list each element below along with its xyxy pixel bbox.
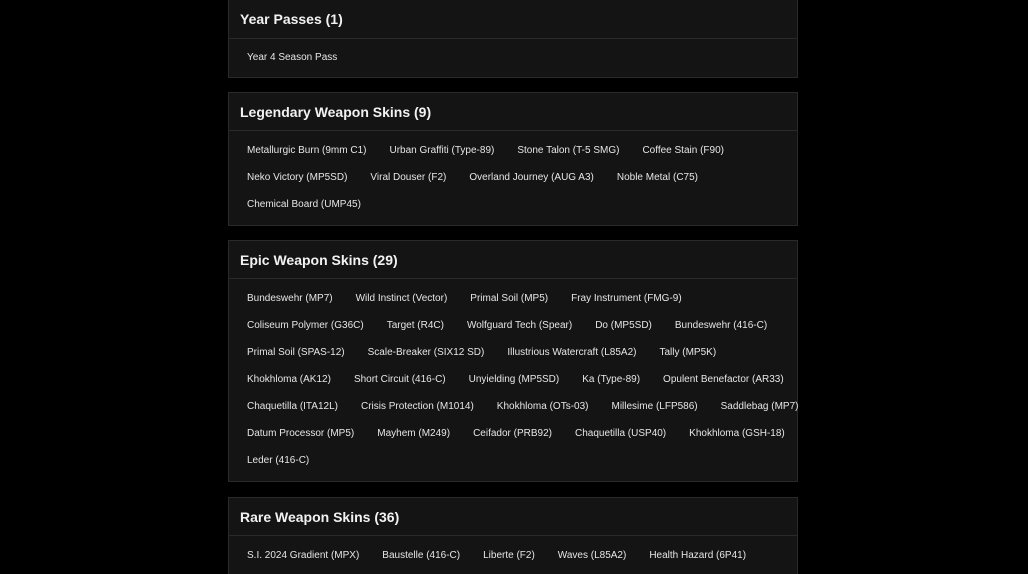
item-chip[interactable]: Stone Talon (T-5 SMG) (517, 144, 620, 156)
item-chip[interactable]: Khokhloma (OTs-03) (496, 400, 589, 412)
item-row (240, 285, 786, 312)
item-chip[interactable]: Wild Instinct (Vector) (355, 292, 448, 304)
item-row (240, 191, 786, 218)
item-chip[interactable]: Wolfguard Tech (Spear) (466, 319, 573, 331)
item-chip[interactable]: Mayhem (M249) (377, 427, 451, 439)
year-passes-section (228, 0, 798, 78)
item-row (240, 164, 786, 191)
item-row (240, 420, 786, 447)
item-chip[interactable]: Primal Soil (MP5) (470, 292, 549, 304)
item-chip[interactable]: Khokhloma (GSH-18) (689, 427, 785, 439)
section-items (229, 39, 797, 75)
item-chip[interactable]: Noble Metal (C75) (616, 171, 699, 183)
item-chip[interactable]: Liberte (F2) (483, 549, 535, 561)
item-chip[interactable]: Neko Victory (MP5SD) (247, 171, 348, 183)
item-chip[interactable]: Opulent Benefactor (AR33) (663, 373, 784, 385)
epic-weapon-skins-section (228, 240, 798, 482)
item-chip[interactable]: Chemical Board (UMP45) (247, 198, 361, 210)
item-chip[interactable]: S.I. 2024 Gradient (MPX) (247, 549, 360, 561)
item-chip[interactable]: Khokhloma (AK12) (247, 373, 331, 385)
rare-weapon-skins-section (228, 497, 798, 574)
item-chip[interactable]: Overland Journey (AUG A3) (469, 171, 594, 183)
item-chip[interactable]: Coffee Stain (F90) (642, 144, 724, 156)
item-chip[interactable]: Ceifador (PRB92) (473, 427, 552, 439)
item-chip[interactable]: Health Hazard (6P41) (649, 549, 747, 561)
section-title: Rare Weapon Skins (36) (229, 498, 797, 536)
item-chip[interactable]: Tally (MP5K) (659, 346, 717, 358)
item-chip[interactable]: Short Circuit (416-C) (353, 373, 446, 385)
item-chip[interactable]: Viral Douser (F2) (370, 171, 447, 183)
item-chip[interactable]: Crisis Protection (M1014) (360, 400, 474, 412)
item-chip[interactable]: Datum Processor (MP5) (247, 427, 355, 439)
item-chip[interactable]: Ka (Type-89) (582, 373, 641, 385)
item-chip[interactable]: Saddlebag (MP7) (720, 400, 799, 412)
item-chip[interactable]: Scale-Breaker (SIX12 SD) (367, 346, 485, 358)
item-chip[interactable]: Fray Instrument (FMG-9) (571, 292, 682, 304)
item-chip[interactable]: Coliseum Polymer (G36C) (247, 319, 364, 331)
section-items (229, 536, 797, 573)
section-items (229, 279, 797, 478)
item-chip[interactable]: Metallurgic Burn (9mm C1) (247, 144, 367, 156)
item-chip[interactable]: Target (R4C) (386, 319, 444, 331)
item-chip[interactable]: Bundeswehr (MP7) (247, 292, 333, 304)
item-row (240, 137, 786, 164)
item-row (240, 366, 786, 393)
item-chip[interactable]: Bundeswehr (416-C) (674, 319, 768, 331)
item-chip[interactable]: Unyielding (MP5SD) (468, 373, 560, 385)
legendary-weapon-skins-section (228, 92, 798, 226)
item-row (240, 44, 786, 71)
item-row (240, 447, 786, 474)
item-chip[interactable]: Chaquetilla (ITA12L) (247, 400, 338, 412)
item-row (240, 393, 799, 420)
section-title: Year Passes (1) (229, 0, 797, 39)
item-row (240, 339, 786, 366)
item-row (240, 312, 786, 339)
item-chip[interactable]: Waves (L85A2) (557, 549, 627, 561)
item-chip[interactable]: Primal Soil (SPAS-12) (247, 346, 345, 358)
section-title: Legendary Weapon Skins (9) (229, 93, 797, 131)
item-chip[interactable]: Urban Graffiti (Type-89) (389, 144, 495, 156)
item-chip[interactable]: Illustrious Watercraft (L85A2) (507, 346, 637, 358)
item-chip[interactable]: Chaquetilla (USP40) (574, 427, 667, 439)
item-chip[interactable]: Millesime (LFP586) (611, 400, 698, 412)
item-chip[interactable]: Do (MP5SD) (595, 319, 652, 331)
item-chip[interactable]: Year 4 Season Pass (247, 51, 338, 63)
section-title: Epic Weapon Skins (29) (229, 241, 797, 279)
item-row (240, 542, 786, 569)
item-chip[interactable]: Baustelle (416-C) (382, 549, 461, 561)
section-items (229, 131, 797, 222)
item-chip[interactable]: Leder (416-C) (247, 454, 310, 466)
